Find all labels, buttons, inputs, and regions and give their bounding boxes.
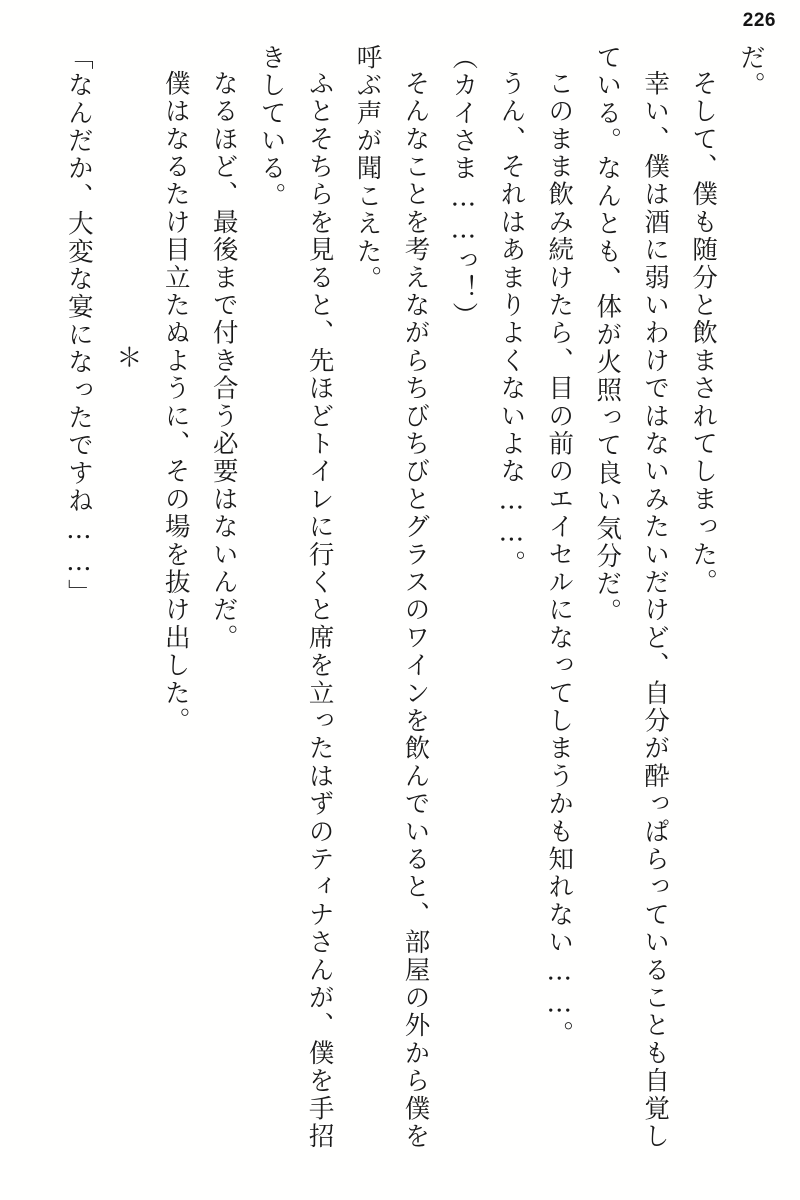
paragraph-2: そして、僕も随分と飲まされてしまった。 (688, 70, 719, 597)
page-body-text (26, 44, 774, 1164)
scene-separator-glyph: ＊ (111, 344, 142, 373)
paragraph-4: このまま飲み続けたら、目の前のエイセルになってしまうかも知れない……。 (544, 70, 575, 1049)
paragraph-8: ふとそちらを見ると、先ほどトイレに行くと席を立ったはずのティナさんが、僕を手招きしている。 (256, 44, 335, 1151)
page-number: 226 (742, 10, 776, 31)
paragraph-6: （カイさま……っ！） (448, 44, 479, 330)
paragraph-9: なるほど、最後まで付き合う必要はないんだ。 (208, 70, 239, 652)
paragraph-5: うん、それはあまりよくないよな……。 (496, 70, 527, 578)
paragraph-1: だ。 (736, 44, 766, 100)
scene-separator (102, 44, 151, 1164)
paragraph-10: 僕はなるたけ目立たぬように、その場を抜け出した。 (160, 70, 191, 735)
closing-dialogue-line: 「なんだか、大変な宴になったですね……」 (63, 44, 94, 607)
paragraph-3: 幸い、僕は酒に弱いわけではないみたいだけど、自分が酔っぱらっていることも自覚している。なんとも、体が火照って良い気分だ。 (592, 44, 671, 1151)
paragraph-7: そんなことを考えながらちびちびとグラスのワインを飲んでいると、部屋の外から僕を呼ぶ声が聞こえた。 (352, 44, 431, 1151)
